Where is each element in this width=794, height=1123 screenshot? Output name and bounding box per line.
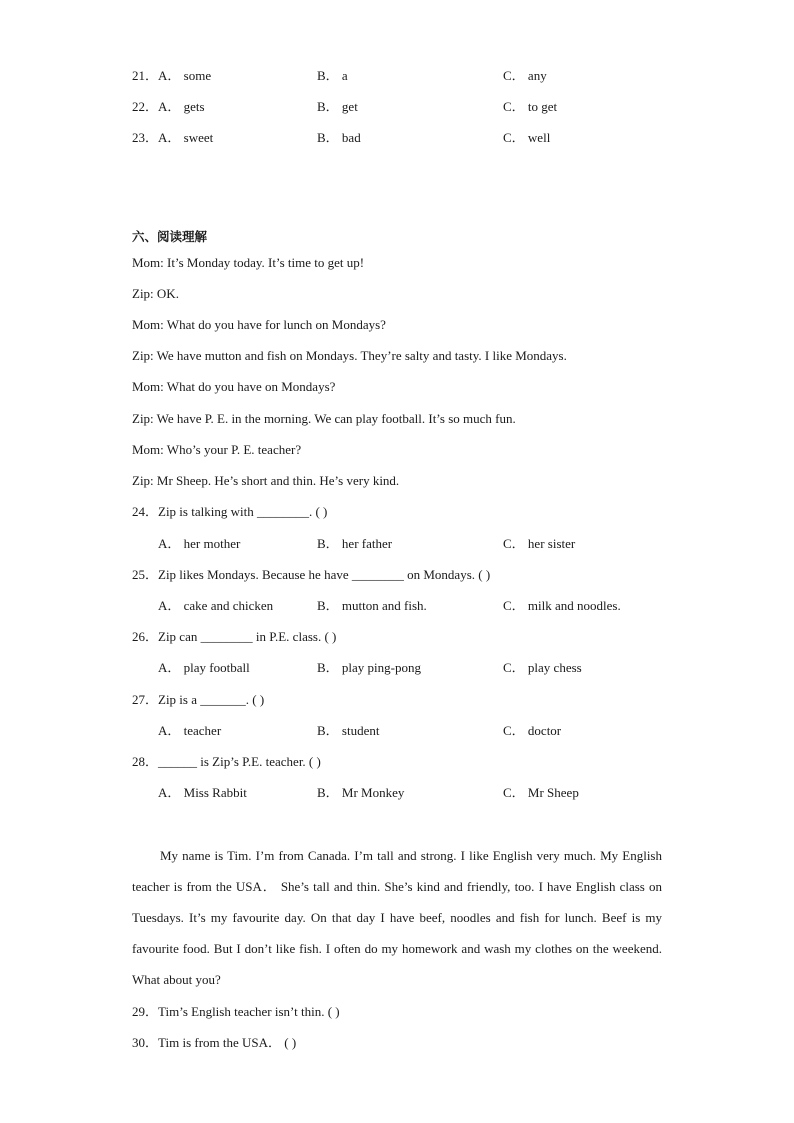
dialogue-line: Zip: OK. [132, 286, 179, 301]
option-a: A． cake and chicken [158, 598, 274, 613]
section-title: 六、阅读理解 [132, 229, 208, 244]
dialogue-line: Zip: Mr Sheep. He’s short and thin. He’s very kind. [132, 473, 400, 488]
dialogue-line: Mom: It’s Monday today. It’s time to get up! [132, 255, 365, 270]
question-number: 22． [132, 99, 159, 114]
question-21-number-option-a [132, 68, 211, 84]
dialogue-line: Mom: What do you have on Mondays? [132, 379, 336, 394]
option-b: B． Mr Monkey [317, 785, 405, 800]
dialogue-line: Mom: Who’s your P. E. teacher? [132, 442, 302, 457]
question-28-options [0, 785, 794, 801]
question-29: 29．Tim’s English teacher isn’t thin. ( ) [132, 1004, 340, 1019]
option-a: A． teacher [158, 723, 222, 738]
dialogue-line: Zip: We have P. E. in the morning. We can play football. It’s so much fun. [132, 411, 516, 426]
option-c: C． well [503, 130, 551, 145]
question-26-options [0, 660, 794, 676]
question-number: 23． [132, 130, 159, 145]
option-a: A． play football [158, 660, 250, 675]
question-22-number-option-a [132, 99, 205, 115]
option-b: B． bad [317, 130, 361, 145]
question-28-stem: 28．______ is Zip’s P.E. teacher. ( ) [132, 754, 321, 769]
option-a: A． gets [158, 99, 205, 114]
option-c: C． doctor [503, 723, 562, 738]
question-number: 21． [132, 68, 159, 83]
question-25-stem: 25．Zip likes Mondays. Because he have ________ on Mondays. ( ) [132, 567, 491, 582]
option-a: A． sweet [158, 130, 214, 145]
question-22-row [0, 99, 794, 115]
option-c: C． her sister [503, 536, 576, 551]
option-c: C． any [503, 68, 547, 83]
option-c: C． play chess [503, 660, 582, 675]
question-23-row [0, 130, 794, 146]
question-27-options [0, 723, 794, 739]
question-27-stem: 27．Zip is a _______. ( ) [132, 692, 265, 707]
option-c: C． Mr Sheep [503, 785, 579, 800]
option-b: B． student [317, 723, 380, 738]
option-b: B． a [317, 68, 348, 83]
question-23-number-option-a [132, 130, 213, 146]
question-30: 30．Tim is from the USA． ( ) [132, 1035, 297, 1050]
option-b: B． mutton and fish. [317, 598, 427, 613]
question-21-row [0, 68, 794, 84]
option-b: B． get [317, 99, 358, 114]
question-24-stem: 24．Zip is talking with ________. ( ) [132, 504, 328, 519]
question-25-options [0, 598, 794, 614]
dialogue-line: Zip: We have mutton and fish on Mondays. They’re salty and tasty. I like Mondays. [132, 348, 567, 363]
option-a: A． Miss Rabbit [158, 785, 247, 800]
option-a: A． some [158, 68, 212, 83]
option-b: B． her father [317, 536, 393, 551]
reading-passage: My name is Tim. I’m from Canada. I’m tall and strong. I like English very much. My English teacher is from the USA． She’s tall and thin. She’s kind and friendly, too. I have English class on Tuesdays. It’s my favourite day. On that day I have beef, noodles and fish for lunch. Beef is my favourite food. But I don’t like fish. I often do my homework and wash my clothes on the weekend. What about you? [132, 848, 662, 987]
option-c: C． to get [503, 99, 558, 114]
dialogue-line: Mom: What do you have for lunch on Mondays? [132, 317, 386, 332]
option-b: B． play ping-pong [317, 660, 421, 675]
question-26-stem: 26．Zip can ________ in P.E. class. ( ) [132, 629, 337, 644]
question-24-options [0, 536, 794, 552]
option-a: A． her mother [158, 536, 241, 551]
option-c: C． milk and noodles. [503, 598, 621, 613]
